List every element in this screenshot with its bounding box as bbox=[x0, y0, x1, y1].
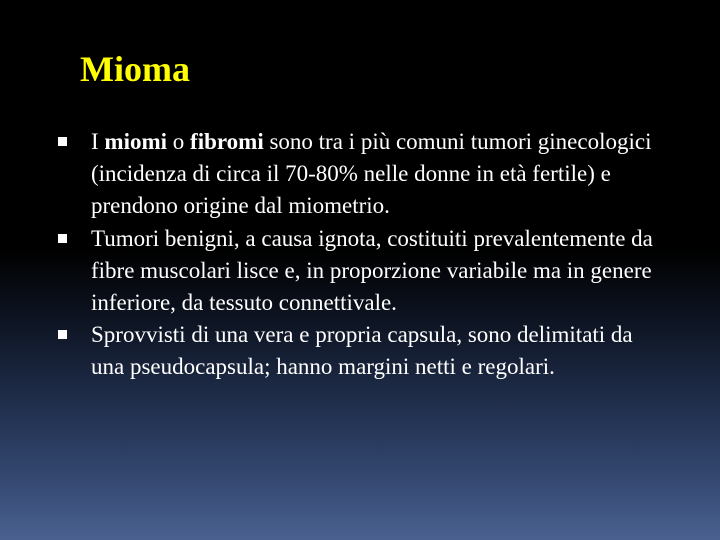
slide-title: Mioma bbox=[80, 49, 190, 89]
text-segment: sono tra i più comuni tumori ginecologici (incidenza di circa il 70-80% nelle donne in età fertile) e prendono origine dal miometrio. bbox=[91, 129, 652, 219]
text-segment: Sprovvisti di una vera e propria capsula, sono delimitati da una pseudocapsula; hanno margini netti e regolari. bbox=[91, 322, 633, 380]
bullet-item bbox=[56, 126, 656, 223]
bullet-list bbox=[56, 126, 656, 384]
text-segment: o bbox=[167, 129, 191, 154]
bullet-text bbox=[91, 226, 653, 315]
square-bullet-icon bbox=[58, 234, 67, 243]
bullet-text bbox=[91, 129, 651, 218]
text-segment: Tumori benigni, a causa ignota, costituiti prevalentemente da fibre muscolari lisce e, in proporzione variabile ma in genere inferiore, da tessuto connettivale. bbox=[91, 225, 653, 316]
bullet-item bbox=[56, 223, 656, 320]
bold-term: fibromi bbox=[190, 129, 264, 154]
bullet-item bbox=[56, 319, 656, 383]
bullet-text bbox=[91, 322, 633, 379]
square-bullet-icon bbox=[58, 330, 67, 339]
square-bullet-icon bbox=[58, 137, 67, 146]
text-segment: I bbox=[91, 129, 105, 154]
bold-term: miomi bbox=[104, 129, 168, 154]
